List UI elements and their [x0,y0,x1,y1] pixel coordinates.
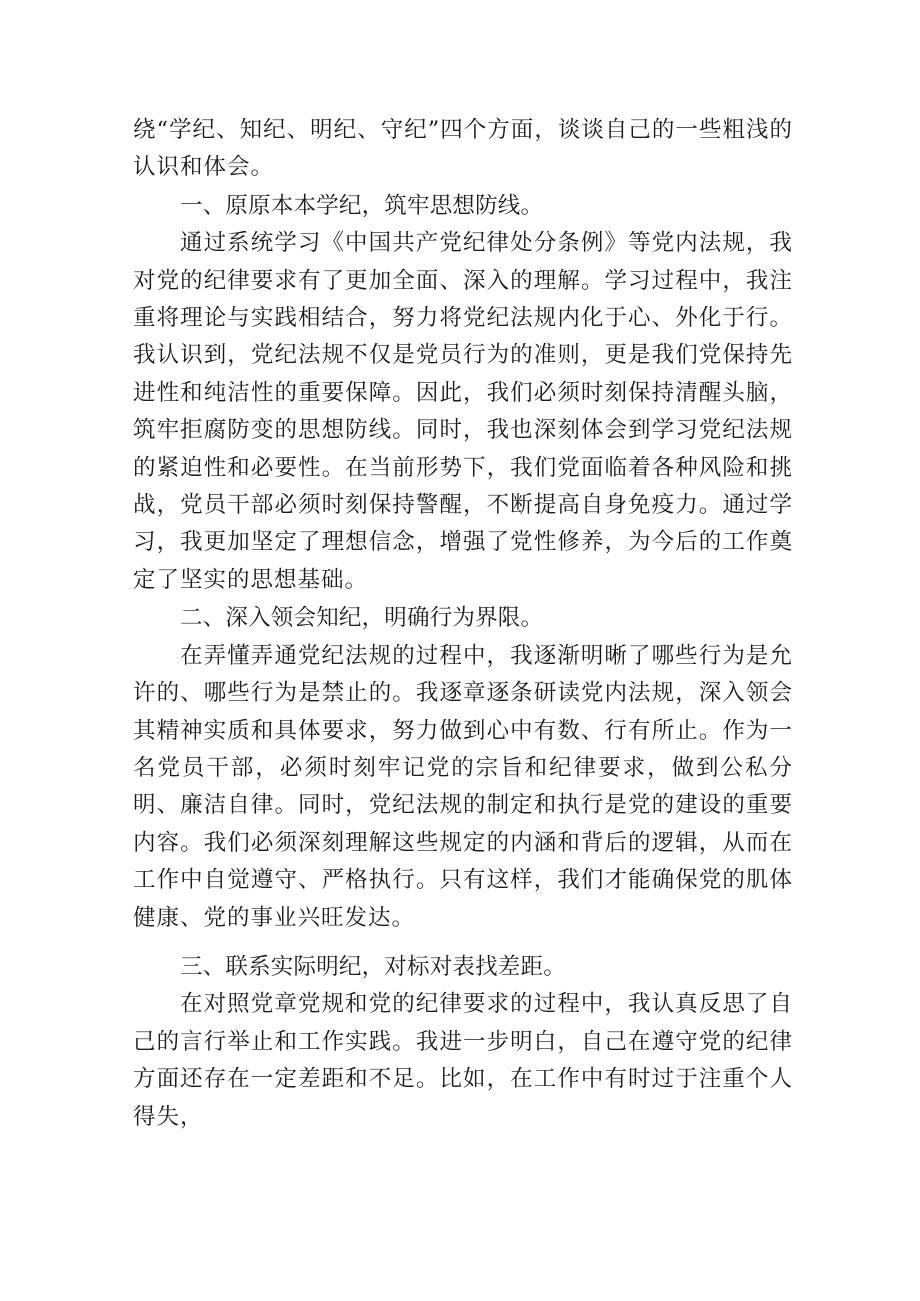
section-2-body: 在弄懂弄通党纪法规的过程中，我逐渐明晰了哪些行为是允许的、哪些行为是禁止的。我逐章逐条研读党内法规，深入领会其精神实质和具体要求，努力做到心中有数、行有所止。作为一名党员干部，必须时刻牢记党的宗旨和纪律要求，做到公私分明、廉洁自律。同时，党纪法规的制定和执行是党的建设的重要内容。我们必须深刻理解这些规定的内涵和背后的逻辑，从而在工作中自觉遵守、严格执行。只有这样，我们才能确保党的肌体健康、党的事业兴旺发达。 [133,642,793,931]
section-3-body: 在对照党章党规和党的纪律要求的过程中，我认真反思了自己的言行举止和工作实践。我进一步明白，自己在遵守党的纪律方面还存在一定差距和不足。比如，在工作中有时过于注重个人得失， [133,991,793,1130]
section-3-heading: 三、联系实际明纪，对标对表找差距。 [180,953,566,980]
document-page [133,112,793,1136]
section-1-body: 通过系统学习《中国共产党纪律处分条例》等党内法规，我对党的纪律要求有了更加全面、深入的理解。学习过程中，我注重将理论与实践相结合，努力将党纪法规内化于心、外化于行。我认识到，党纪法规不仅是党员行为的准则，更是我们党保持先进性和纯洁性的重要保障。因此，我们必须时刻保持清醒头脑，筑牢拒腐防变的思想防线。同时，我也深刻体会到学习党纪法规的紧迫性和必要性。在当前形势下，我们党面临着各种风险和挑战，党员干部必须时刻保持警醒，不断提高自身免疫力。通过学习，我更加坚定了理想信念，增强了党性修养，为今后的工作奠定了坚实的思想基础。 [133,230,793,593]
section-1-heading: 一、原原本本学纪，筑牢思想防线。 [180,192,544,219]
intro-paragraph: 绕“学纪、知纪、明纪、守纪”四个方面，谈谈自己的一些粗浅的认识和体会。 [133,117,793,181]
section-2-heading: 二、深入领会知纪，明确行为界限。 [180,605,544,632]
